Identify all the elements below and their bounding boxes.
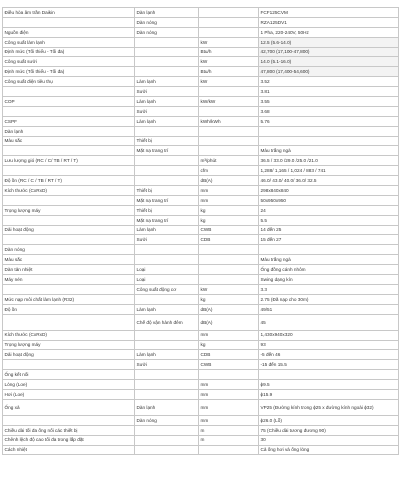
spec-sub-label-cell: Mặt nạ trang trí bbox=[135, 146, 199, 156]
spec-unit-cell: CWB bbox=[199, 225, 259, 235]
section-header-row bbox=[3, 245, 399, 255]
spec-sub-label-cell bbox=[135, 47, 199, 57]
spec-sub-label-cell bbox=[135, 445, 199, 455]
spec-sub-label-cell bbox=[135, 380, 199, 390]
spec-unit-cell: mm bbox=[199, 186, 259, 196]
spec-value-cell: 1 Pha, 220-240V, 50Hz bbox=[259, 27, 399, 37]
spec-row bbox=[3, 106, 399, 116]
spec-value-cell: 5.76 bbox=[259, 116, 399, 126]
spec-unit-cell: kW bbox=[199, 77, 259, 87]
spec-unit-cell: Btu/h bbox=[199, 47, 259, 57]
spec-sub-label-cell: Công suất động cơ bbox=[135, 284, 199, 294]
spec-table-body bbox=[3, 8, 399, 455]
spec-unit-cell: kW bbox=[199, 284, 259, 294]
spec-label-cell bbox=[3, 195, 135, 205]
spec-label-cell bbox=[3, 235, 135, 245]
spec-unit-cell: CDB bbox=[199, 350, 259, 360]
spec-value-cell: 42,700 (17,100-47,800) bbox=[259, 47, 399, 57]
spec-unit-cell bbox=[199, 87, 259, 97]
spec-label-cell: Lưu lượng gió (RC / C/ TB / RT / T) bbox=[3, 156, 135, 166]
spec-value-cell: 75 (Chiều dài tương đương 90) bbox=[259, 425, 399, 435]
spec-row bbox=[3, 425, 399, 435]
spec-label-cell bbox=[3, 146, 135, 156]
spec-row bbox=[3, 360, 399, 370]
spec-sub-label-cell: Dàn lạnh bbox=[135, 399, 199, 415]
spec-label-cell: Định mức (Tối thiểu - Tối đa) bbox=[3, 47, 135, 57]
spec-unit-cell bbox=[199, 146, 259, 156]
spec-label-cell: Chiều dài tối đa ống nối các thiết bị bbox=[3, 425, 135, 435]
spec-unit-cell bbox=[199, 126, 259, 136]
spec-value-cell: 5.5 bbox=[259, 215, 399, 225]
spec-unit-cell bbox=[199, 255, 259, 265]
spec-value-cell: VP25 (Đường kính trong ϕ25 x đường kính ngoài ϕ32) bbox=[259, 399, 399, 415]
spec-value-cell: 3.52 bbox=[259, 77, 399, 87]
spec-value-cell: RZA125DV1 bbox=[259, 17, 399, 27]
spec-label-cell bbox=[3, 314, 135, 330]
spec-unit-cell: dB(A) bbox=[199, 176, 259, 186]
spec-label-cell bbox=[3, 415, 135, 425]
spec-label-cell: Màu sắc bbox=[3, 255, 135, 265]
spec-value-cell: -15 đến 15.5 bbox=[259, 360, 399, 370]
spec-sub-label-cell bbox=[135, 294, 199, 304]
spec-unit-cell bbox=[199, 445, 259, 455]
spec-unit-cell bbox=[199, 245, 259, 255]
spec-sub-label-cell: Sưởi bbox=[135, 360, 199, 370]
spec-sub-label-cell: Thiết bị bbox=[135, 186, 199, 196]
spec-value-cell: 24 bbox=[259, 205, 399, 215]
spec-label-cell: Công suất sưởi bbox=[3, 57, 135, 67]
spec-row bbox=[3, 176, 399, 186]
spec-unit-cell: dB(A) bbox=[199, 314, 259, 330]
spec-row bbox=[3, 215, 399, 225]
spec-label-cell: Công suất làm lạnh bbox=[3, 37, 135, 47]
spec-row bbox=[3, 27, 399, 37]
spec-sub-label-cell: Sưởi bbox=[135, 87, 199, 97]
spec-value-cell: 1,288/ 1,165 / 1,024 / 883 / 741 bbox=[259, 166, 399, 176]
spec-sub-label-cell bbox=[135, 389, 199, 399]
spec-row bbox=[3, 294, 399, 304]
spec-value-cell: Ống đồng cánh nhôm bbox=[259, 265, 399, 275]
spec-sub-label-cell bbox=[135, 126, 199, 136]
spec-row bbox=[3, 8, 399, 18]
spec-row bbox=[3, 146, 399, 156]
spec-sub-label-cell bbox=[135, 67, 199, 77]
spec-sub-label-cell bbox=[135, 156, 199, 166]
spec-sub-label-cell bbox=[135, 435, 199, 445]
spec-unit-cell bbox=[199, 106, 259, 116]
spec-value-cell: FCF125CVM bbox=[259, 8, 399, 18]
spec-value-cell: 12.5 (5.6-14.0) bbox=[259, 37, 399, 47]
spec-value-cell: 45 bbox=[259, 314, 399, 330]
spec-row bbox=[3, 166, 399, 176]
spec-unit-cell: m bbox=[199, 435, 259, 445]
spec-sub-label-cell: Mặt nạ trang trí bbox=[135, 195, 199, 205]
spec-label-cell: Điều hòa âm trần Daikin bbox=[3, 8, 135, 18]
spec-value-cell: Swing dạng kín bbox=[259, 275, 399, 285]
spec-value-cell: 50x950x950 bbox=[259, 195, 399, 205]
spec-row bbox=[3, 304, 399, 314]
spec-value-cell: 30 bbox=[259, 435, 399, 445]
spec-value-cell: 36.5 / 33.0 /29.0 /25.0 /21.0 bbox=[259, 156, 399, 166]
spec-label-cell: CSPF bbox=[3, 116, 135, 126]
spec-unit-cell: kW bbox=[199, 37, 259, 47]
spec-unit-cell: CWB bbox=[199, 360, 259, 370]
spec-row bbox=[3, 225, 399, 235]
spec-row bbox=[3, 47, 399, 57]
spec-unit-cell: m bbox=[199, 425, 259, 435]
spec-value-cell: 3.55 bbox=[259, 97, 399, 107]
spec-label-cell bbox=[3, 106, 135, 116]
spec-label-cell: Dải hoạt động bbox=[3, 350, 135, 360]
spec-value-cell: 47,800 (17,400-54,600) bbox=[259, 67, 399, 77]
spec-sub-label-cell: Thiết bị bbox=[135, 205, 199, 215]
spec-row bbox=[3, 57, 399, 67]
spec-table bbox=[2, 7, 399, 455]
spec-label-cell: Dàn nóng bbox=[3, 245, 135, 255]
spec-sub-label-cell: Dàn nóng bbox=[135, 27, 199, 37]
spec-sub-label-cell bbox=[135, 245, 199, 255]
spec-unit-cell: mm bbox=[199, 399, 259, 415]
spec-sub-label-cell bbox=[135, 370, 199, 380]
spec-label-cell bbox=[3, 87, 135, 97]
spec-sub-label-cell: Làm lạnh bbox=[135, 350, 199, 360]
spec-sub-label-cell: Làm lạnh bbox=[135, 77, 199, 87]
spec-unit-cell bbox=[199, 8, 259, 18]
spec-label-cell: Công suất điện tiêu thụ bbox=[3, 77, 135, 87]
spec-label-cell: Cách nhiệt bbox=[3, 445, 135, 455]
spec-unit-cell: kWh/kWh bbox=[199, 116, 259, 126]
spec-sub-label-cell bbox=[135, 37, 199, 47]
spec-sub-label-cell: Làm lạnh bbox=[135, 116, 199, 126]
spec-sub-label-cell: Làm lạnh bbox=[135, 304, 199, 314]
spec-row bbox=[3, 186, 399, 196]
section-header-row bbox=[3, 370, 399, 380]
spec-unit-cell: mm bbox=[199, 415, 259, 425]
spec-unit-cell bbox=[199, 136, 259, 146]
spec-value-cell: 15 đến 27 bbox=[259, 235, 399, 245]
spec-value-cell: 2.75 (Đã nạp cho 30m) bbox=[259, 294, 399, 304]
spec-label-cell bbox=[3, 360, 135, 370]
spec-label-cell: Máy nén bbox=[3, 275, 135, 285]
spec-value-cell: 14.0 (5.1-16.0) bbox=[259, 57, 399, 67]
spec-label-cell: Độ ồn bbox=[3, 304, 135, 314]
spec-value-cell bbox=[259, 136, 399, 146]
spec-sub-label-cell: Loại bbox=[135, 275, 199, 285]
spec-unit-cell: dB(A) bbox=[199, 304, 259, 314]
spec-row bbox=[3, 195, 399, 205]
spec-sub-label-cell: Chế độ vận hành đêm bbox=[135, 314, 199, 330]
spec-unit-cell: Btu/h bbox=[199, 67, 259, 77]
spec-value-cell: ϕ9.5 bbox=[259, 380, 399, 390]
spec-label-cell: Hơi (Loe) bbox=[3, 389, 135, 399]
spec-value-cell: 49/51 bbox=[259, 304, 399, 314]
spec-label-cell: Dàn lạnh bbox=[3, 126, 135, 136]
spec-sub-label-cell: Sưởi bbox=[135, 235, 199, 245]
spec-label-cell: Dải hoạt động bbox=[3, 225, 135, 235]
spec-sub-label-cell: Dàn nóng bbox=[135, 415, 199, 425]
spec-value-cell: -5 đến 46 bbox=[259, 350, 399, 360]
spec-value-cell: Cả ống hơi và ống lỏng bbox=[259, 445, 399, 455]
spec-row bbox=[3, 275, 399, 285]
spec-row bbox=[3, 380, 399, 390]
spec-unit-cell: kg bbox=[199, 294, 259, 304]
spec-label-cell bbox=[3, 166, 135, 176]
spec-row bbox=[3, 205, 399, 215]
spec-unit-cell: kW bbox=[199, 57, 259, 67]
spec-sub-label-cell: Loại bbox=[135, 265, 199, 275]
spec-value-cell: 3.3 bbox=[259, 284, 399, 294]
spec-value-cell bbox=[259, 370, 399, 380]
spec-value-cell bbox=[259, 126, 399, 136]
spec-sub-label-cell: Dàn lạnh bbox=[135, 8, 199, 18]
spec-unit-cell: mm bbox=[199, 380, 259, 390]
spec-row bbox=[3, 435, 399, 445]
spec-sub-label-cell bbox=[135, 255, 199, 265]
spec-sub-label-cell: Thiết bị bbox=[135, 136, 199, 146]
spec-unit-cell bbox=[199, 27, 259, 37]
spec-label-cell: Ống kết nối bbox=[3, 370, 135, 380]
spec-row bbox=[3, 350, 399, 360]
spec-row bbox=[3, 17, 399, 27]
spec-unit-cell: mm bbox=[199, 389, 259, 399]
spec-row bbox=[3, 77, 399, 87]
spec-row bbox=[3, 37, 399, 47]
spec-row bbox=[3, 284, 399, 294]
spec-row bbox=[3, 399, 399, 415]
spec-sub-label-cell bbox=[135, 330, 199, 340]
spec-value-cell: Màu trắng ngà bbox=[259, 146, 399, 156]
spec-value-cell: 14 đến 25 bbox=[259, 225, 399, 235]
spec-label-cell bbox=[3, 215, 135, 225]
spec-value-cell: 93 bbox=[259, 340, 399, 350]
spec-unit-cell: m³/phút bbox=[199, 156, 259, 166]
spec-unit-cell: mm bbox=[199, 330, 259, 340]
spec-label-cell: Độ ồn (RC / C / TB / RT / T) bbox=[3, 176, 135, 186]
spec-label-cell bbox=[3, 17, 135, 27]
spec-label-cell bbox=[3, 284, 135, 294]
spec-unit-cell bbox=[199, 265, 259, 275]
spec-value-cell: 1,430x940x320 bbox=[259, 330, 399, 340]
spec-row bbox=[3, 330, 399, 340]
spec-row bbox=[3, 235, 399, 245]
spec-sub-label-cell bbox=[135, 340, 199, 350]
spec-row bbox=[3, 116, 399, 126]
spec-unit-cell: cfm bbox=[199, 166, 259, 176]
spec-value-cell: ϕ15.9 bbox=[259, 389, 399, 399]
spec-sub-label-cell bbox=[135, 425, 199, 435]
spec-unit-cell: kW/kW bbox=[199, 97, 259, 107]
spec-value-cell: 298x840x840 bbox=[259, 186, 399, 196]
spec-label-cell: COP bbox=[3, 97, 135, 107]
spec-label-cell: Trọng lượng máy bbox=[3, 205, 135, 215]
spec-value-cell: 3.81 bbox=[259, 87, 399, 97]
spec-unit-cell: mm bbox=[199, 195, 259, 205]
spec-unit-cell: kg bbox=[199, 215, 259, 225]
spec-sub-label-cell: Mặt nạ trang trí bbox=[135, 215, 199, 225]
spec-label-cell: Dàn tản nhiệt bbox=[3, 265, 135, 275]
spec-row bbox=[3, 389, 399, 399]
section-header-row bbox=[3, 126, 399, 136]
spec-sub-label-cell bbox=[135, 166, 199, 176]
spec-unit-cell bbox=[199, 17, 259, 27]
spec-unit-cell: kg bbox=[199, 340, 259, 350]
spec-row bbox=[3, 156, 399, 166]
spec-row bbox=[3, 87, 399, 97]
spec-row bbox=[3, 265, 399, 275]
spec-value-cell: Màu trắng ngà bbox=[259, 255, 399, 265]
spec-label-cell: Lỏng (Loe) bbox=[3, 380, 135, 390]
spec-row bbox=[3, 67, 399, 77]
spec-row bbox=[3, 445, 399, 455]
spec-label-cell: Nguồn điện bbox=[3, 27, 135, 37]
spec-sub-label-cell: Dàn nóng bbox=[135, 17, 199, 27]
spec-value-cell: ϕ26.0 (Lỗ) bbox=[259, 415, 399, 425]
spec-label-cell: Trọng lượng máy bbox=[3, 340, 135, 350]
spec-sub-label-cell: Làm lạnh bbox=[135, 225, 199, 235]
spec-row bbox=[3, 340, 399, 350]
spec-row bbox=[3, 136, 399, 146]
spec-value-cell: 3.68 bbox=[259, 106, 399, 116]
spec-row bbox=[3, 97, 399, 107]
spec-unit-cell: kg bbox=[199, 205, 259, 215]
spec-value-cell: 46.0/ 43.0/ 40.0/ 36.0/ 32.5 bbox=[259, 176, 399, 186]
spec-label-cell: Định mức (Tối thiểu - Tối đa) bbox=[3, 67, 135, 77]
spec-value-cell bbox=[259, 245, 399, 255]
spec-label-cell: Mức nạp môi chất làm lạnh (R32) bbox=[3, 294, 135, 304]
spec-label-cell: Màu sắc bbox=[3, 136, 135, 146]
spec-label-cell: Ống xả bbox=[3, 399, 135, 415]
spec-row bbox=[3, 255, 399, 265]
spec-sub-label-cell bbox=[135, 57, 199, 67]
spec-sub-label-cell bbox=[135, 176, 199, 186]
spec-row bbox=[3, 415, 399, 425]
spec-unit-cell bbox=[199, 275, 259, 285]
spec-label-cell: Chênh lệch độ cao tối đa trong lắp đặt bbox=[3, 435, 135, 445]
spec-sub-label-cell: Làm lạnh bbox=[135, 97, 199, 107]
spec-sub-label-cell: Sưởi bbox=[135, 106, 199, 116]
spec-label-cell: Kích thước (CxRxD) bbox=[3, 330, 135, 340]
spec-unit-cell bbox=[199, 370, 259, 380]
spec-row bbox=[3, 314, 399, 330]
spec-unit-cell: CDB bbox=[199, 235, 259, 245]
spec-label-cell: Kích thước (CxRxD) bbox=[3, 186, 135, 196]
